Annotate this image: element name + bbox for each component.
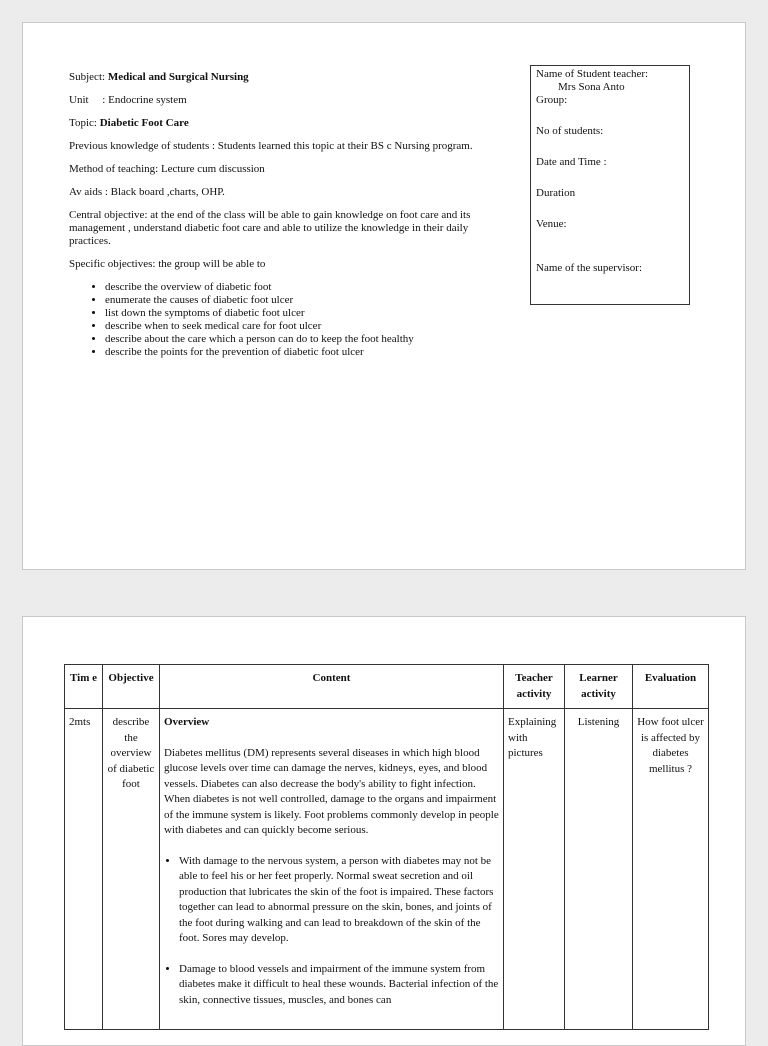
content-bullets: [164, 854, 499, 1009]
list-item: • describe when to seek medical care for foot ulcer: [105, 320, 509, 333]
list-item: • describe the points for the prevention of diabetic foot ulcer: [105, 346, 509, 359]
table-row: [65, 709, 709, 1030]
content-paragraph: Diabetes mellitus (DM) represents several diseases in which high blood glucose levels over time can damage the nerves, kidneys, eyes, and blood vessels. Diabetes can also decrease the body's ability to fight infection. When diabetes is not well controlled, damage to the organs and impairment of the immune system is likely. Foot problems commonly develop in people with diabetes and can quickly become serious.: [164, 746, 499, 836]
subject-label: Subject:: [69, 71, 108, 83]
date-time-label: Date and Time :: [536, 156, 607, 168]
cell-time: 2mts: [65, 709, 103, 1030]
subject-line: [69, 71, 509, 84]
list-item: • With damage to the nervous system, a person with diabetes may not be able to feel his or her feet properly. Normal sweat secretion and oil production that lubricates the skin of the foot is impaired. These factors together can lead to abnormal pressure on the skin, bones, and joints of the foot during walking and can lead to breakdown of the skin of the foot. Sores may develop.: [179, 854, 499, 947]
table-header-row: [65, 665, 709, 709]
lesson-table: [64, 664, 709, 1030]
cell-teacher-activity: Explaining with pictures: [504, 709, 565, 1030]
teacher-label: Name of Student teacher:: [536, 68, 649, 80]
cell-evaluation: How foot ulcer is affected by diabetes mellitus ?: [633, 709, 709, 1030]
topic-line: [69, 117, 509, 130]
cell-learner-activity: Listening: [565, 709, 633, 1030]
header-teacher-activity: Teacher activity: [504, 665, 565, 709]
venue-label: Venue:: [536, 218, 567, 230]
lesson-plan-details: [69, 71, 509, 359]
unit-value: Endocrine system: [108, 94, 187, 106]
header-learner-activity: Learner activity: [565, 665, 633, 709]
duration-label: Duration: [536, 187, 576, 199]
header-evaluation: Evaluation: [633, 665, 709, 709]
content-heading: Overview: [164, 716, 210, 728]
cell-content: [160, 709, 504, 1030]
central-objective: Central objective: at the end of the class will be able to gain knowledge on foot care and its management , understand diabetic foot care and able to utilize the knowledge in their daily practices.: [69, 209, 471, 247]
list-item: • enumerate the causes of diabetic foot ulcer: [105, 294, 509, 307]
specific-objectives-label: Specific objectives: the group will be able to: [69, 258, 266, 270]
topic-value: Diabetic Foot Care: [99, 117, 189, 129]
teaching-method: Method of teaching: Lecture cum discussion: [69, 163, 265, 175]
unit-label: Unit :: [69, 94, 109, 106]
lesson-plan-page-1: [22, 22, 746, 570]
topic-label: Topic:: [69, 117, 100, 129]
list-item: • list down the symptoms of diabetic foot ulcer: [105, 307, 509, 320]
header-content: Content: [160, 665, 504, 709]
list-item: • describe the overview of diabetic foot: [105, 281, 509, 294]
av-aids: Av aids : Black board ,charts, OHP.: [69, 186, 225, 198]
unit-line: [69, 94, 509, 107]
cell-objective: describe the overview of diabetic foot: [103, 709, 160, 1030]
supervisor-label: Name of the supervisor:: [536, 262, 642, 274]
list-item: • describe about the care which a person can do to keep the foot healthy: [105, 333, 509, 346]
header-time: Tim e: [65, 665, 103, 709]
lesson-plan-page-2: [22, 616, 746, 1046]
previous-knowledge: Previous knowledge of students : Students learned this topic at their BS c Nursing program.: [69, 140, 473, 152]
students-label: No of students:: [536, 125, 604, 137]
teacher-name: Mrs Sona Anto: [558, 81, 625, 93]
header-objective: Objective: [103, 665, 160, 709]
group-label: Group:: [536, 94, 568, 106]
list-item: • Damage to blood vessels and impairment of the immune system from diabetes make it difficult to heal these wounds. Bacterial infection of the skin, connective tissues, muscles, and bones can: [179, 962, 499, 1009]
teacher-info-box: [530, 65, 690, 305]
specific-objectives-list: [69, 281, 509, 359]
subject-value: Medical and Surgical Nursing: [107, 71, 249, 83]
